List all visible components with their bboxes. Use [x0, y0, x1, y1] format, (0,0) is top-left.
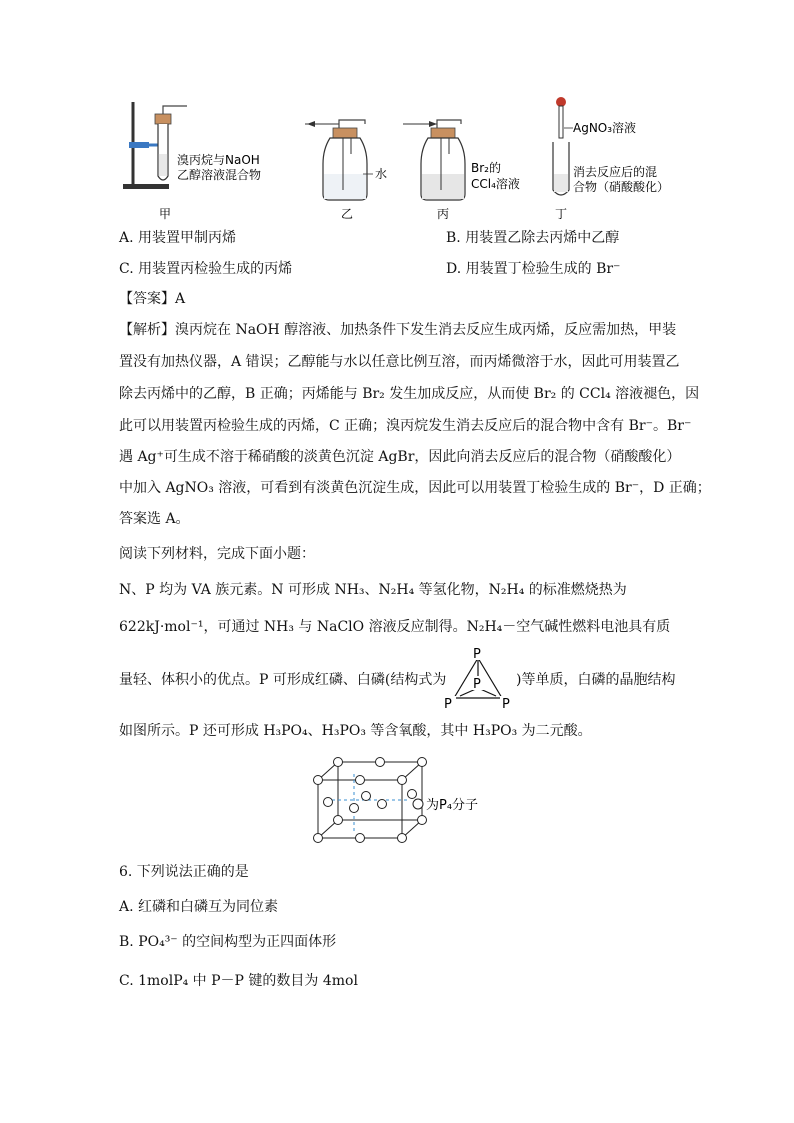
material-para-4: 如图所示。P 还可形成 H₃PO₄、H₃PO₃ 等含氧酸，其中 H₃PO₃ 为二元酸。 — [119, 723, 592, 739]
p4-atom-top: P — [473, 647, 481, 662]
unit-cell-diagram — [306, 754, 506, 850]
apparatus-ding — [553, 97, 669, 221]
bing-label-1: Br₂的 — [471, 161, 501, 175]
yi-label: 水 — [375, 167, 388, 181]
q6-option-a: A. 红磷和白磷互为同位素 — [119, 899, 279, 915]
analysis-head: 【解析】 — [119, 322, 175, 338]
jia-name: 甲 — [159, 207, 172, 221]
material-intro: 阅读下列材料，完成下面小题： — [119, 546, 315, 562]
analysis-line-5: 遇 Ag⁺可生成不溶于稀硝酸的淡黄色沉淀 AgBr，因此向消去反应后的混合物（硝酸酸化） — [119, 449, 681, 465]
analysis-text-1: 溴丙烷在 NaOH 醇溶液、加热条件下发生消去反应生成丙烯，反应需加热，甲装 — [175, 322, 677, 338]
analysis-line-1 — [119, 320, 676, 340]
apparatus-figure — [115, 94, 695, 224]
material-para-3b: )等单质，白磷的晶胞结构 — [516, 672, 676, 688]
ding-name: 丁 — [555, 207, 568, 221]
jia-label-1: 溴丙烷与NaOH — [177, 153, 260, 167]
bing-label-2: CCl₄溶液 — [471, 177, 520, 191]
analysis-line-3: 除去丙烯中的乙醇，B 正确；丙烯能与 Br₂ 发生加成反应，从而使 Br₂ 的 CCl₄ 溶液褪色，因 — [119, 386, 700, 402]
answer-line: 【答案】A — [119, 291, 186, 307]
q6-stem: 6. 下列说法正确的是 — [119, 864, 249, 880]
unit-cell-legend: 为P₄分子 — [426, 798, 479, 813]
p4-structure-diagram — [438, 644, 518, 712]
apparatus-jia — [123, 102, 261, 221]
q5-option-c: C. 用装置丙检验生成的丙烯 — [119, 261, 293, 277]
material-para-1: N、P 均为 VA 族元素。N 可形成 NH₃、N₂H₄ 等氢化物，N₂H₄ 的标准燃烧热为 — [119, 582, 627, 598]
analysis-line-4: 此可以用装置丙检验生成的丙烯，C 正确；溴丙烷发生消去反应后的混合物中含有 Br⁻。Br⁻ — [119, 418, 692, 434]
analysis-line-2: 置没有加热仪器，A 错误；乙醇能与水以任意比例互溶，而丙烯微溶于水，因此可用装置乙 — [119, 354, 680, 370]
q5-option-a: A. 用装置甲制丙烯 — [119, 230, 237, 246]
material-para-3a: 量轻、体积小的优点。P 可形成红磷、白磷(结构式为 — [119, 672, 447, 688]
p4-atom-left: P — [444, 697, 452, 712]
yi-name: 乙 — [341, 207, 354, 221]
p4-atom-right: P — [502, 697, 510, 712]
jia-label-2: 乙醇溶液混合物 — [177, 168, 262, 182]
material-para-2: 622kJ·mol⁻¹，可通过 NH₃ 与 NaClO 溶液反应制得。N₂H₄－空气碱性燃料电池具有质 — [119, 619, 671, 635]
legend-molecule-icon — [413, 799, 423, 809]
ding-label-2: 合物（硝酸酸化） — [573, 180, 670, 194]
apparatus-bing — [403, 120, 520, 221]
analysis-line-7: 答案选 A。 — [119, 511, 190, 527]
q6-option-c: C. 1molP₄ 中 P－P 键的数目为 4mol — [119, 973, 358, 989]
ding-label-top: AgNO₃溶液 — [573, 121, 637, 135]
analysis-line-6: 中加入 AgNO₃ 溶液，可看到有淡黄色沉淀生成，因此可以用装置丁检验生成的 Br⁻，D 正确； — [119, 480, 711, 496]
q6-option-b: B. PO₄³⁻ 的空间构型为正四面体形 — [119, 934, 337, 950]
q5-option-d: D. 用装置丁检验生成的 Br⁻ — [446, 261, 621, 277]
apparatus-yi — [305, 120, 387, 221]
ding-label-1: 消去反应后的混 — [573, 165, 658, 179]
bing-name: 丙 — [437, 207, 450, 221]
p4-atom-center: P — [473, 677, 481, 692]
q5-option-b: B. 用装置乙除去丙烯中乙醇 — [446, 230, 620, 246]
